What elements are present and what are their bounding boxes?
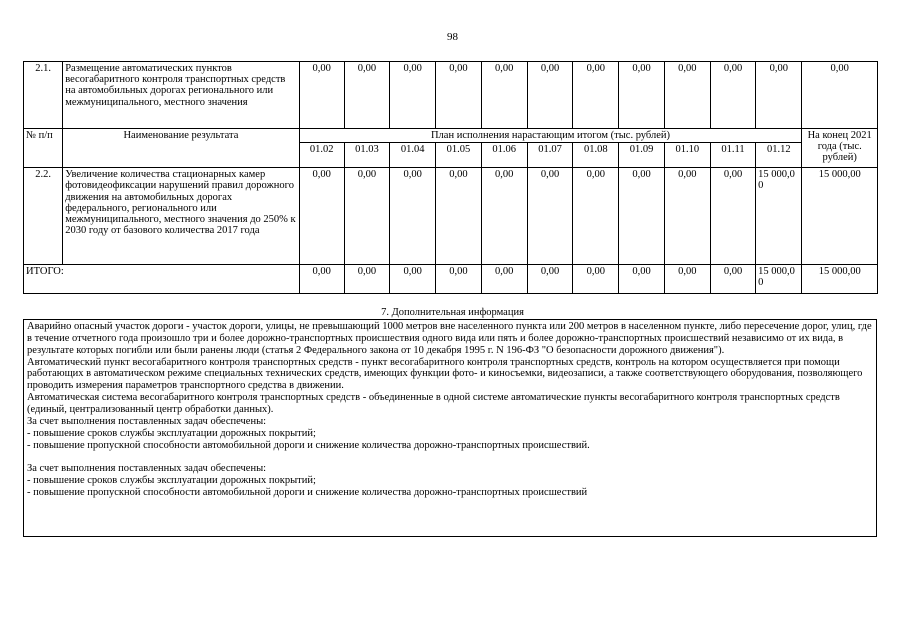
month-value: 0,00 — [710, 265, 755, 294]
month-value: 0,00 — [436, 168, 481, 265]
month-value: 0,00 — [664, 265, 710, 294]
month-value: 0,00 — [664, 168, 710, 265]
table-row — [24, 168, 878, 265]
month-value: 0,00 — [299, 62, 344, 129]
month-value: 0,00 — [390, 168, 436, 265]
month-value: 0,00 — [573, 62, 619, 129]
month-header: 01.11 — [710, 143, 755, 168]
total-label: ИТОГО: — [24, 265, 300, 294]
plan-table — [23, 61, 878, 294]
month-value: 15 000,00 — [756, 265, 802, 294]
month-value: 0,00 — [390, 62, 436, 129]
month-value: 0,00 — [619, 168, 664, 265]
month-value: 0,00 — [527, 168, 572, 265]
month-value: 0,00 — [527, 62, 572, 129]
additional-info-box — [23, 319, 877, 537]
month-value: 0,00 — [481, 265, 527, 294]
month-header: 01.09 — [619, 143, 664, 168]
month-value: 0,00 — [481, 168, 527, 265]
month-value: 0,00 — [664, 62, 710, 129]
month-value: 0,00 — [619, 265, 664, 294]
header-plan-title: План исполнения нарастающим итогом (тыс. рублей) — [299, 129, 802, 143]
info-paragraph: - повышение пропускной способности автомобильной дороги и снижение количества дорожно-транспортных происшествий — [27, 487, 588, 499]
month-value: 0,00 — [299, 265, 344, 294]
month-value: 0,00 — [573, 265, 619, 294]
month-value: 0,00 — [756, 62, 802, 129]
month-value: 0,00 — [436, 265, 481, 294]
year-end-value: 15 000,00 — [802, 265, 878, 294]
result-name: Размещение автоматических пунктов весогабаритного контроля транспортных средств на автомобильных дорогах регионального или межмуниципального, местного значения — [63, 62, 299, 129]
year-end-value: 15 000,00 — [802, 168, 878, 265]
month-value: 0,00 — [573, 168, 619, 265]
year-end-value: 0,00 — [802, 62, 878, 129]
month-value: 15 000,00 — [756, 168, 802, 265]
info-paragraph: За счет выполнения поставленных задач обеспечены: — [27, 415, 267, 427]
info-paragraph: - повышение сроков службы эксплуатации дорожных покрытий; — [27, 427, 316, 439]
header-row — [24, 129, 878, 143]
month-header: 01.08 — [573, 143, 619, 168]
month-header: 01.02 — [299, 143, 344, 168]
month-value: 0,00 — [619, 62, 664, 129]
info-paragraph: - повышение пропускной способности автомобильной дороги и снижение количества дорожно-транспортных происшествий. — [27, 439, 590, 451]
month-value: 0,00 — [390, 265, 436, 294]
month-header: 01.10 — [664, 143, 710, 168]
paragraph-gap — [27, 451, 873, 463]
month-value: 0,00 — [710, 62, 755, 129]
month-header: 01.07 — [527, 143, 572, 168]
month-header: 01.12 — [756, 143, 802, 168]
row-number: 2.2. — [24, 168, 63, 265]
month-value: 0,00 — [710, 168, 755, 265]
info-paragraph: Автоматический пункт весогабаритного контроля транспортных средств - пункт весогабаритного контроля транспортных средств, контроль на котором осуществляется при помощи работающих в автоматическом режиме специальных технических средств, имеющих функции фото- и киносъемки, видеозаписи, а также соответствующего оборудования, позволяющего проводить измерения параметров транспортного средства в движении. — [27, 356, 863, 392]
month-value: 0,00 — [344, 265, 389, 294]
header-num: № п/п — [24, 129, 63, 168]
info-paragraph: Автоматическая система весогабаритного контроля транспортных средств - объединенные в одной системе автоматические пункты весогабаритного контроля транспортных средств (единый, централизованный центр обработки данных). — [27, 392, 840, 416]
total-row — [24, 265, 878, 294]
page-number: 98 — [447, 31, 458, 43]
month-value: 0,00 — [344, 168, 389, 265]
month-value: 0,00 — [436, 62, 481, 129]
info-paragraph: Аварийно опасный участок дороги - участок дороги, улицы, не превышающий 1000 метров вне населенного пункта или 200 метров в населенном пункте, либо пересечение дорог, улиц, где в течение отчетного года произошло три и более дорожно-транспортных происшествия одного вида или пять и более дорожно-транспортных происшествий независимо от их вида, в результате которых погибли или были ранены люди (статья 2 Федерального закона от 10 декабря 1995 г. N 196-ФЗ "О безопасности дорожного движения"). — [27, 321, 872, 356]
row-number: 2.1. — [24, 62, 63, 129]
month-value: 0,00 — [299, 168, 344, 265]
header-name: Наименование результата — [63, 129, 299, 168]
info-paragraph: За счет выполнения поставленных задач обеспечены: — [27, 463, 267, 475]
table-row — [24, 62, 878, 129]
month-header: 01.03 — [344, 143, 389, 168]
month-value: 0,00 — [344, 62, 389, 129]
header-year-end: На конец 2021 года (тыс. рублей) — [802, 129, 878, 168]
month-header: 01.04 — [390, 143, 436, 168]
month-header: 01.05 — [436, 143, 481, 168]
month-value: 0,00 — [481, 62, 527, 129]
result-name: Увеличение количества стационарных камер фотовидеофиксации нарушений правил дорожного движения на автомобильных дорогах федерального, регионального или межмуниципального, местного значения до 250% к 2030 году от базового количества 2017 года — [63, 168, 299, 265]
month-value: 0,00 — [527, 265, 572, 294]
info-paragraph: - повышение сроков службы эксплуатации дорожных покрытий; — [27, 475, 316, 487]
month-header: 01.06 — [481, 143, 527, 168]
section-title: 7. Дополнительная информация — [381, 307, 524, 318]
